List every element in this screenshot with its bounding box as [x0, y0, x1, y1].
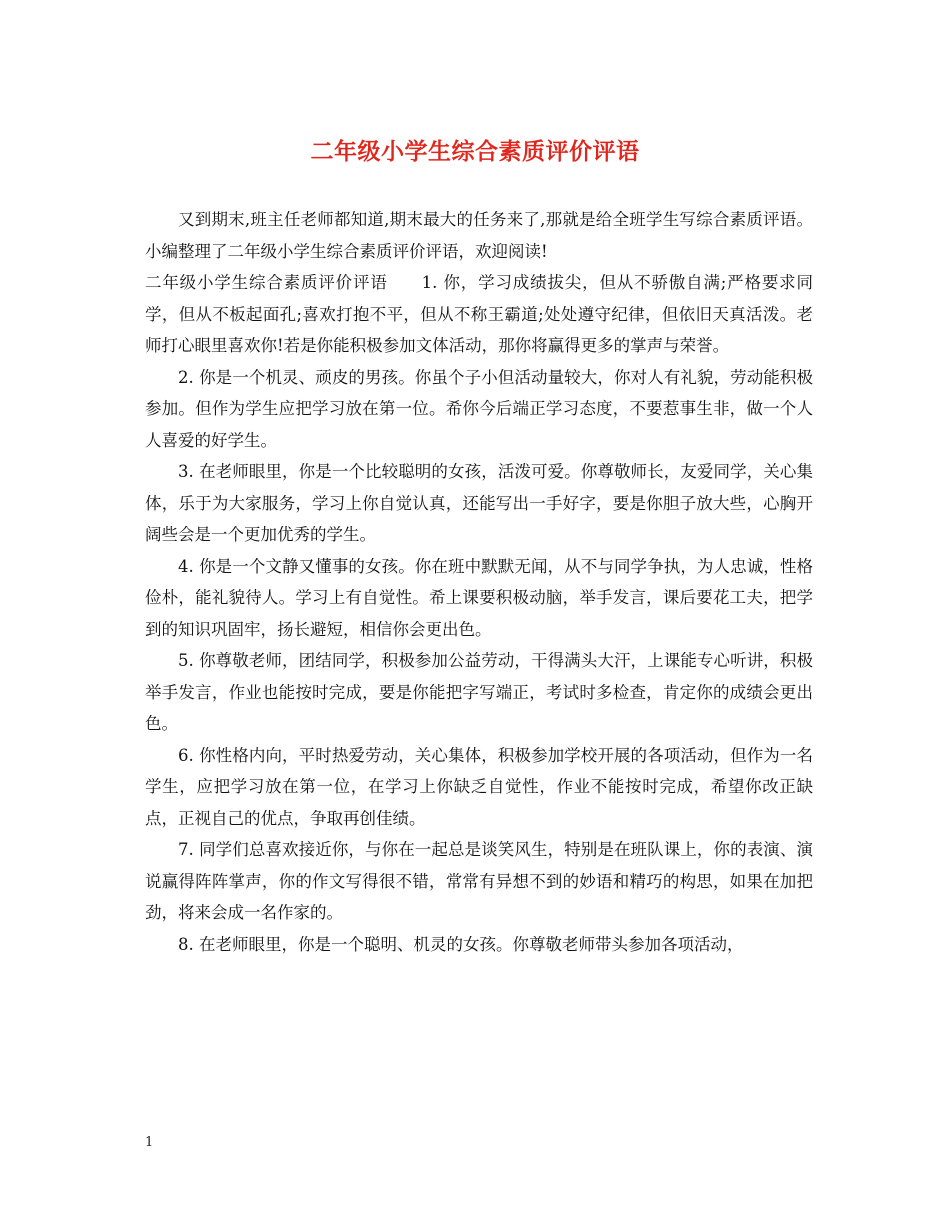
document-title: 二年级小学生综合素质评价评语 [310, 138, 640, 165]
comment-item-1: 1. 你，学习成绩拔尖，但从不骄傲自满;严格要求同学，但从不板起面孔;喜欢打抱不平，但从不称王霸道;处处遵守纪律，但依旧天真活泼。老师打心眼里喜欢你!若是你能积极参加文体活动，那你将赢得更多的掌声与荣誉。 [145, 273, 814, 355]
comment-item-8: 8. 在老师眼里，你是一个聪明、机灵的女孩。你尊敬老师带头参加各项活动， [178, 934, 744, 954]
intro-paragraph: 又到期末,班主任老师都知道,期末最大的任务来了,那就是给全班学生写综合素质评语。小编整理了二年级小学生综合素质评价评语，欢迎阅读! [145, 210, 813, 261]
comment-item-5: 5. 你尊敬老师，团结同学，积极参加公益劳动，干得满头大汗，上课能专心听讲，积极举手发言，作业也能按时完成，要是你能把字写端正，考试时多检查，肯定你的成绩会更出色。 [145, 651, 813, 733]
comment-item-6: 6. 你性格内向，平时热爱劳动，关心集体，积极参加学校开展的各项活动，但作为一名学生，应把学习放在第一位，在学习上你缺乏自觉性，作业不能按时完成，希望你改正缺点，正视自己的优点，争取再创佳绩。 [145, 745, 813, 828]
document-body [145, 204, 813, 960]
section-heading: 二年级小学生综合素质评价评语 [145, 273, 388, 292]
comment-item-3: 3. 在老师眼里，你是一个比较聪明的女孩，活泼可爱。你尊敬师长，友爱同学，关心集体，乐于为大家服务，学习上你自觉认真，还能写出一手好字，要是你胆子放大些，心胸开阔些会是一个更加优秀的学生。 [145, 462, 813, 544]
comment-item-4: 4. 你是一个文静又懂事的女孩。你在班中默默无闻，从不与同学争执，为人忠诚，性格俭朴，能礼貌待人。学习上有自觉性。希上课要积极动脑，举手发言，课后要花工夫，把学到的知识巩固牢，扬长避短，相信你会更出色。 [145, 556, 813, 639]
page-number: 1 [145, 1135, 154, 1150]
first-item-paragraph [145, 267, 813, 362]
comment-item-2: 2. 你是一个机灵、顽皮的男孩。你虽个子小但活动量较大，你对人有礼貌，劳动能积极参加。但作为学生应把学习放在第一位。希你今后端正学习态度，不要惹事生非，做一个人人喜爱的好学生。 [145, 367, 813, 450]
comment-item-7: 7. 同学们总喜欢接近你，与你在一起总是谈笑风生，特别是在班队课上，你的表演、演说赢得阵阵掌声，你的作文写得很不错，常常有异想不到的妙语和精巧的构思，如果在加把劲，将来会成一名作家的。 [145, 840, 813, 922]
